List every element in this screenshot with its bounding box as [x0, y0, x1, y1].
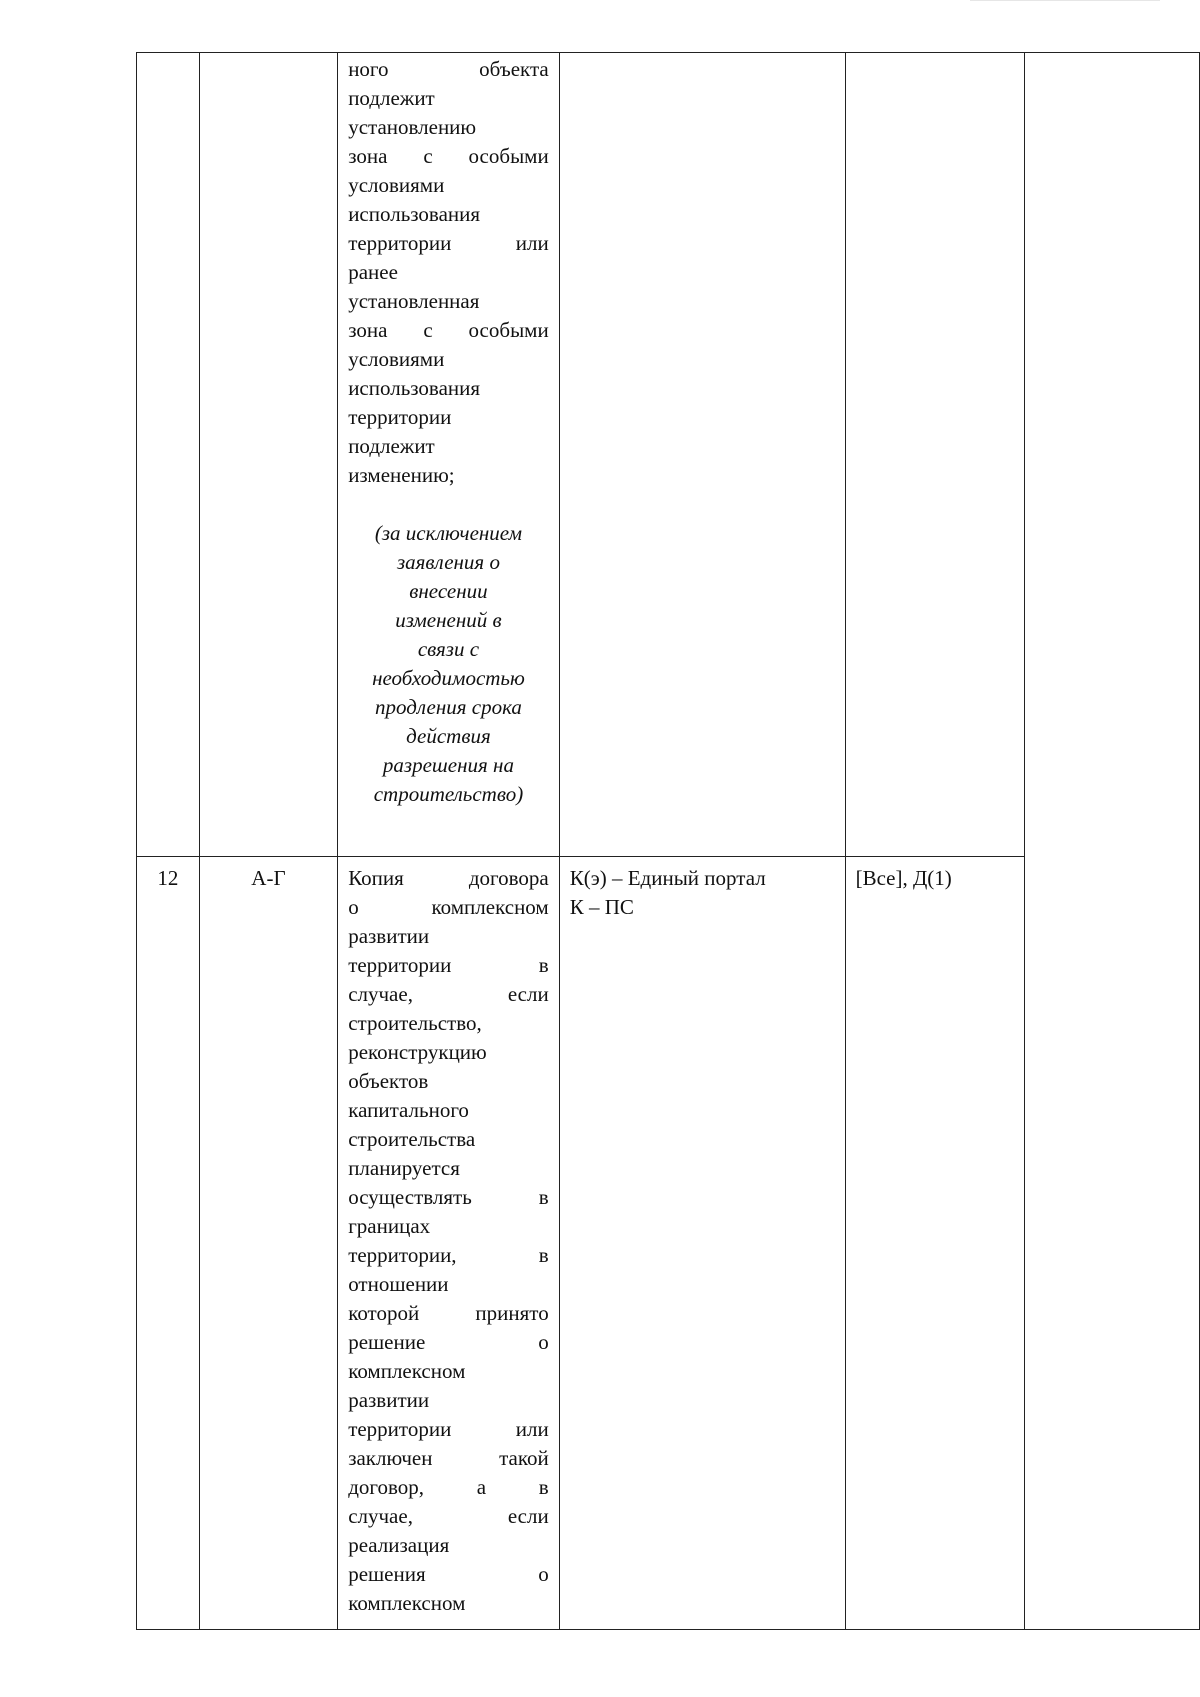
description-line: использования	[348, 202, 481, 226]
description-line: условиями	[348, 347, 445, 371]
description-line: ранее	[348, 260, 398, 284]
note-line: (за исключением	[374, 521, 523, 545]
description-line: территории или	[348, 1417, 549, 1441]
description-line: территории	[348, 405, 452, 429]
document-table	[136, 52, 1200, 1630]
description-line: реализация	[348, 1533, 450, 1557]
note-line: строительство)	[373, 782, 524, 806]
description-line: строительства	[348, 1127, 476, 1151]
page-edge-mark	[970, 0, 1160, 7]
description-line: развитии	[348, 1388, 430, 1412]
description-line: территории в	[348, 953, 549, 977]
description-line: которой принято	[348, 1301, 549, 1325]
description-line: случае, если	[348, 1504, 549, 1528]
note-line: разрешения на	[382, 753, 514, 777]
description-line: установлению	[348, 115, 477, 139]
source-line: К(э) – Единый портал	[569, 866, 766, 890]
description-line: комплексном	[348, 1591, 466, 1615]
description-line: подлежит	[348, 86, 435, 110]
cell-source	[559, 53, 845, 857]
description-line: реконструкцию	[348, 1040, 487, 1064]
description-line: изменению;	[348, 463, 455, 487]
note-line: действия	[406, 724, 491, 748]
description-line: развитии	[348, 924, 430, 948]
row-number: 12	[157, 866, 179, 890]
note-line: заявления о	[396, 550, 500, 574]
cell-category	[845, 53, 1025, 857]
category-text: [Все], Д(1)	[855, 866, 952, 890]
note-line: изменений в	[395, 608, 502, 632]
description-line: планируется	[348, 1156, 460, 1180]
cell-description	[338, 857, 560, 1630]
row-code: А-Г	[251, 866, 286, 890]
description-line: договор, а в	[348, 1475, 549, 1499]
cell-description	[338, 53, 560, 857]
cell-number	[137, 857, 200, 1630]
description-line: отношении	[348, 1272, 449, 1296]
cell-code	[199, 53, 337, 857]
description-line: комплексном	[348, 1359, 466, 1383]
description-line: границах	[348, 1214, 431, 1238]
source-line: К – ПС	[569, 895, 634, 919]
description-line: зона с особыми	[348, 144, 549, 168]
description-line: заключен такой	[348, 1446, 549, 1470]
description-line: условиями	[348, 173, 445, 197]
description-line: подлежит	[348, 434, 435, 458]
note-line: необходимостью	[372, 666, 525, 690]
description-line: о комплексном	[348, 895, 549, 919]
description-line: случае, если	[348, 982, 549, 1006]
cell-notes	[1025, 53, 1200, 1630]
description-line: использования	[348, 376, 481, 400]
description-line: объектов	[348, 1069, 429, 1093]
description-text	[348, 55, 549, 490]
exception-note	[348, 519, 549, 809]
description-line: капитального	[348, 1098, 469, 1122]
table-row-continued	[137, 53, 1200, 857]
note-line: связи с	[417, 637, 480, 661]
description-line: территории, в	[348, 1243, 549, 1267]
description-line: ного объекта	[348, 57, 549, 81]
description-text	[348, 864, 549, 1618]
description-line: установленная	[348, 289, 480, 313]
description-line: решение о	[348, 1330, 549, 1354]
description-line: зона с особыми	[348, 318, 549, 342]
description-line: решения о	[348, 1562, 549, 1586]
description-line: осуществлять в	[348, 1185, 549, 1209]
description-line: Копия договора	[348, 866, 549, 890]
description-line: строительство,	[348, 1011, 482, 1035]
description-line: территории или	[348, 231, 549, 255]
cell-code	[199, 857, 337, 1630]
cell-source	[559, 857, 845, 1630]
note-line: внесении	[409, 579, 488, 603]
cell-category	[845, 857, 1025, 1630]
note-line: продления срока	[374, 695, 522, 719]
cell-number	[137, 53, 200, 857]
